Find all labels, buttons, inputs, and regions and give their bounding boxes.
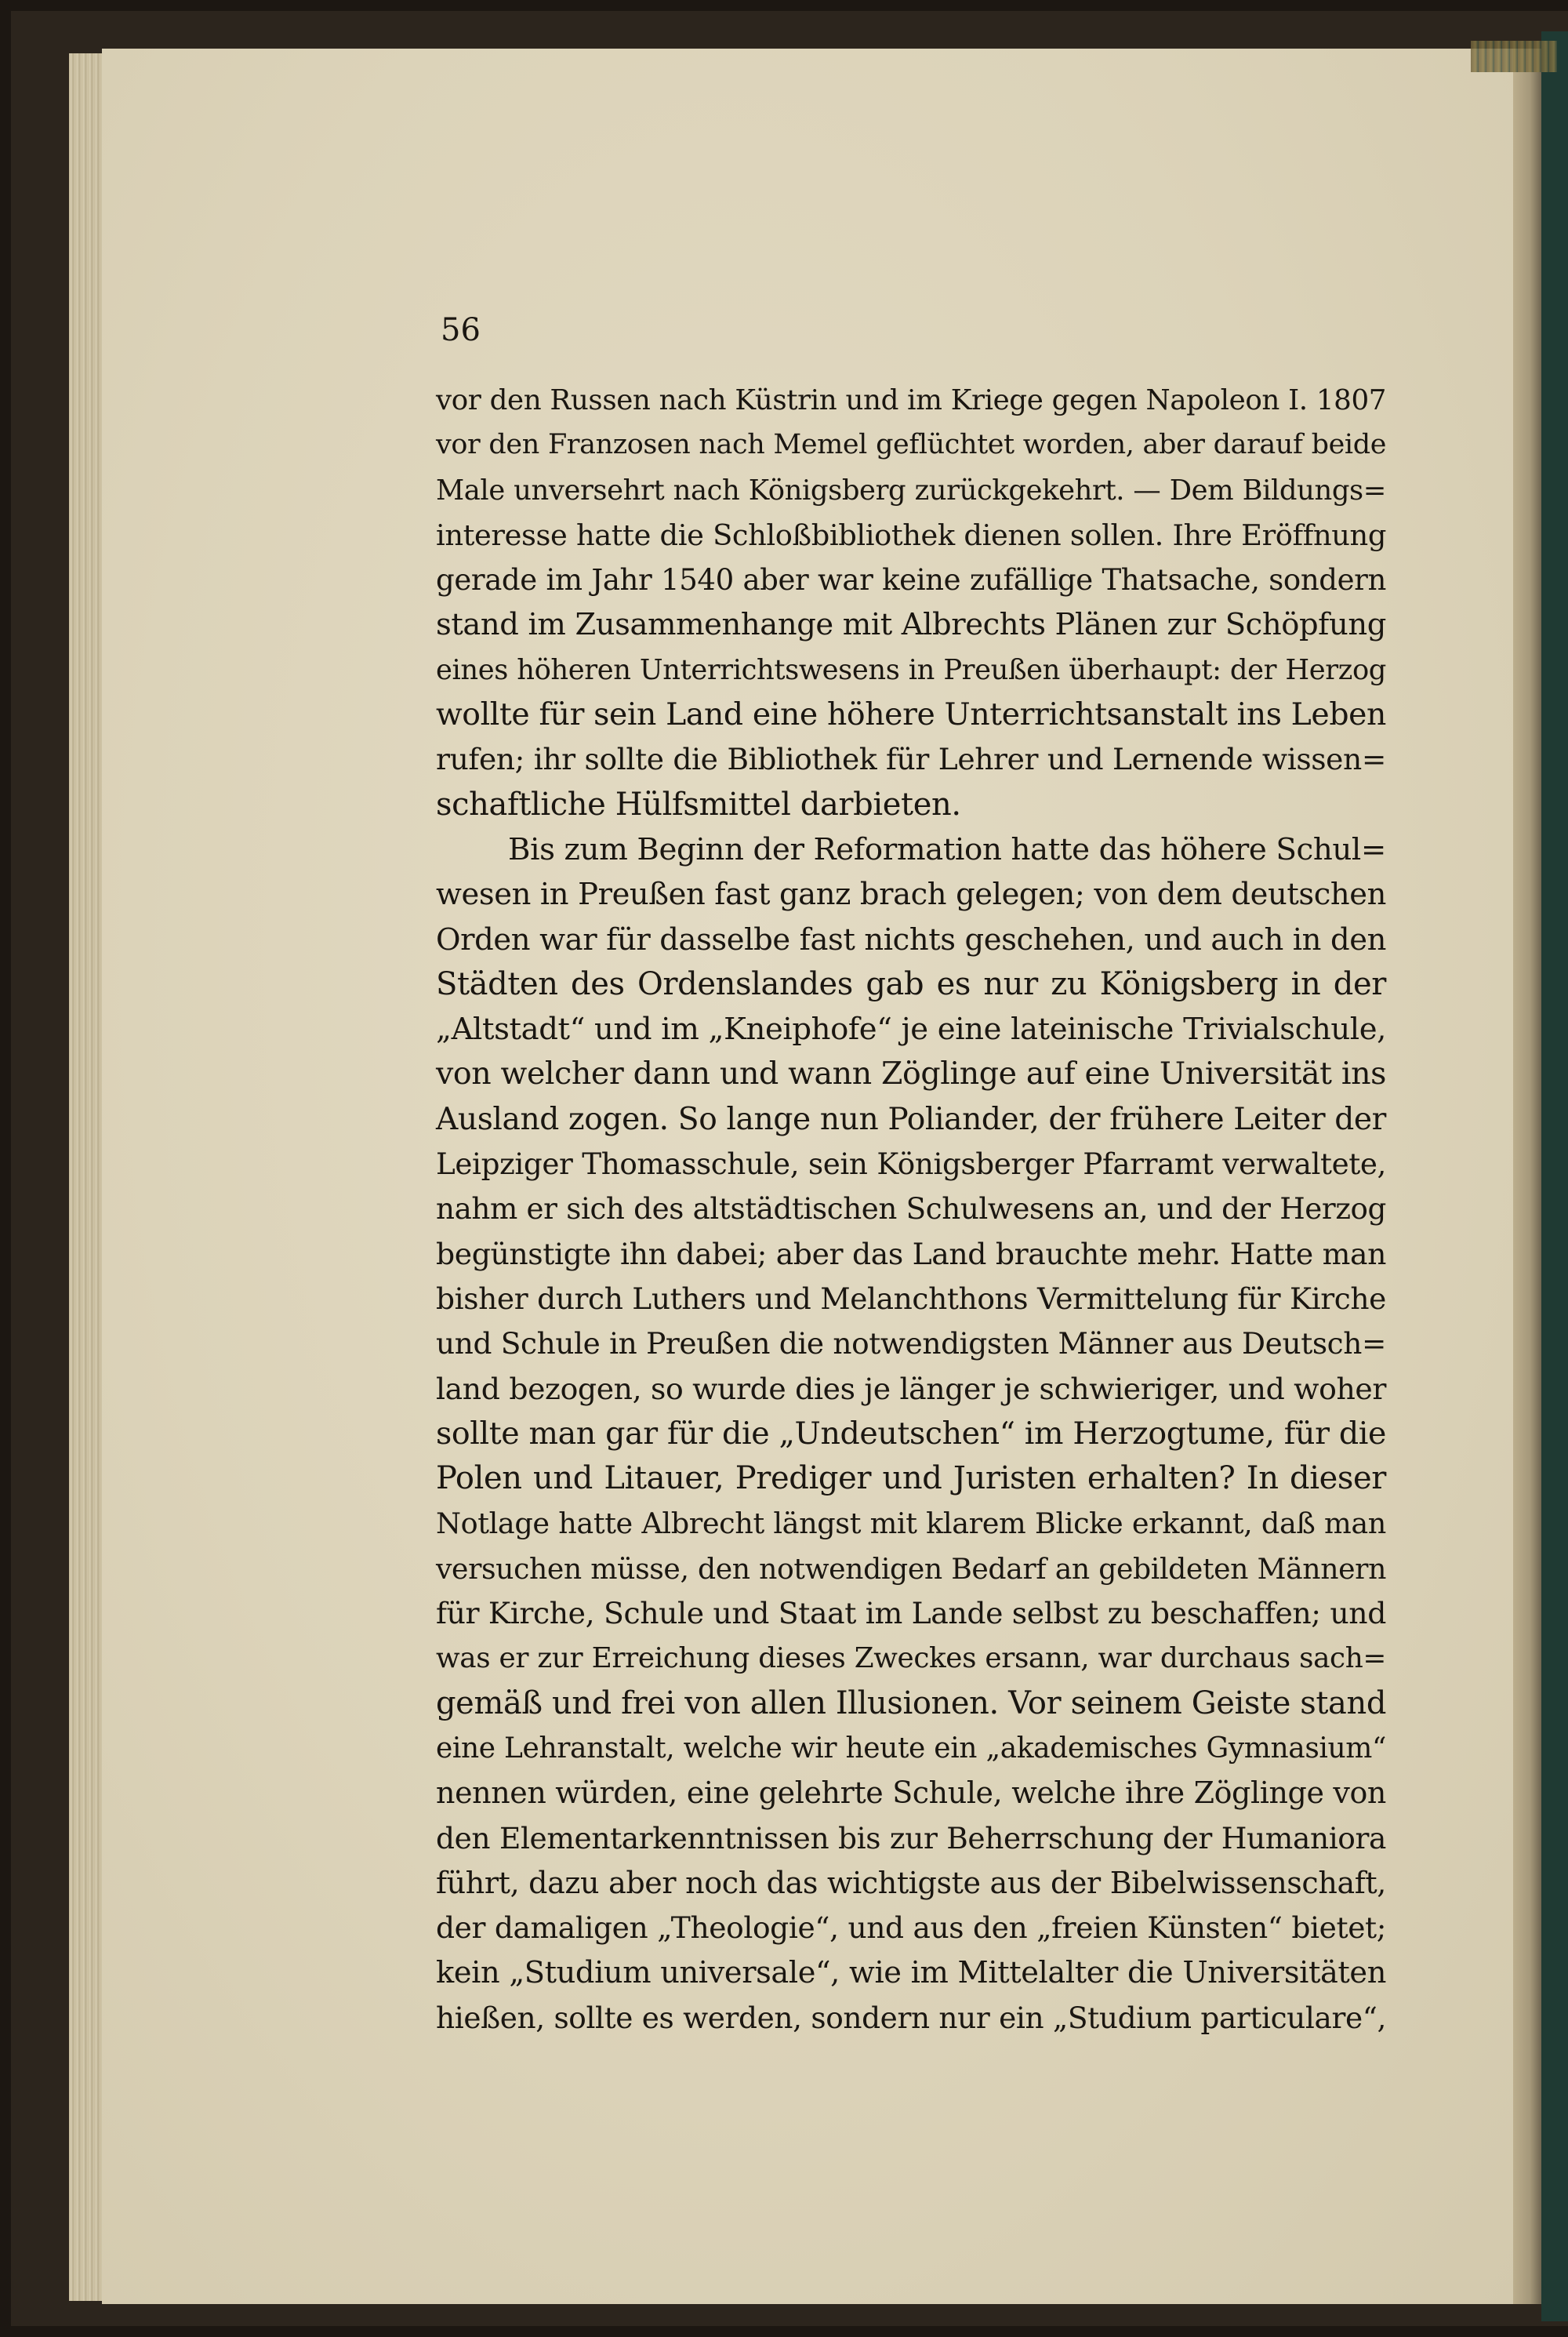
text-line: eines höheren Unterrichtswesens in Preußen überhaupt: der Herzog <box>436 653 1386 686</box>
text-line: von welcher dann und wann Zöglinge auf eine Universität ins <box>436 1056 1386 1092</box>
text-line: was er zur Erreichung dieses Zweckes ersann, war durchaus sach= <box>436 1642 1386 1675</box>
text-line: wesen in Preußen fast ganz brach gelegen; von dem deutschen <box>436 877 1386 913</box>
body-text <box>436 378 1386 2041</box>
text-line: gerade im Jahr 1540 aber war keine zufällige Thatsache, sondern <box>436 563 1386 598</box>
text-line: hießen, sollte es werden, sondern nur ein „Studium particulare“, <box>436 2000 1386 2035</box>
text-line: land bezogen, so wurde dies je länger je schwieriger, und woher <box>436 1371 1386 1406</box>
text-line: wollte für sein Land eine höhere Unterrichtsanstalt ins Leben <box>436 696 1386 733</box>
text-line: „Altstadt“ und im „Kneiphofe“ je eine lateinische Trivialschule, <box>436 1012 1386 1048</box>
text-line: vor den Russen nach Küstrin und im Kriege gegen Napoleon I. 1807 <box>436 384 1386 416</box>
page-gutter <box>1513 49 1541 2304</box>
text-line: Polen und Litauer, Prediger und Juristen erhalten? In dieser <box>436 1460 1386 1497</box>
text-line: Male unversehrt nach Königsberg zurückgekehrt. — Dem Bildungs= <box>436 474 1386 507</box>
text-line: stand im Zusammenhange mit Albrechts Plänen zur Schöpfung <box>436 607 1386 643</box>
text-line: führt, dazu aber noch das wichtigste aus der Bibelwissenschaft, <box>436 1865 1386 1900</box>
text-line: Notlage hatte Albrecht längst mit klarem Blicke erkannt, daß man <box>436 1507 1386 1541</box>
text-line: und Schule in Preußen die notwendigsten Männer aus Deutsch= <box>436 1326 1386 1361</box>
text-line: eine Lehranstalt, welche wir heute ein „akademisches Gymnasium“ <box>436 1732 1386 1765</box>
headband <box>1471 41 1557 72</box>
text-line: vor den Franzosen nach Memel geflüchtet worden, aber darauf beide <box>436 429 1386 461</box>
text-line: der damaligen „Theologie“, und aus den „freien Künsten“ bietet; <box>436 1910 1386 1946</box>
book-spine <box>1541 31 1568 2321</box>
text-line: nahm er sich des altstädtischen Schulwesens an, und der Herzog <box>436 1191 1386 1227</box>
text-line: bisher durch Luthers und Melanchthons Vermittelung für Kirche <box>436 1281 1386 1316</box>
text-line: den Elementarkenntnissen bis zur Beherrschung der Humaniora <box>436 1820 1386 1855</box>
page-number: 56 <box>441 312 481 348</box>
text-line: sollte man gar für die „Undeutschen“ im Herzogtume, für die <box>436 1415 1386 1452</box>
text-line: für Kirche, Schule und Staat im Lande selbst zu beschaffen; und <box>436 1596 1386 1631</box>
text-line: versuchen müsse, den notwendigen Bedarf an gebildeten Männern <box>436 1551 1386 1586</box>
text-line: Bis zum Beginn der Reformation hatte das höhere Schul= <box>508 831 1386 867</box>
text-line: schaftliche Hülfsmittel darbieten. <box>436 786 961 823</box>
text-line: interesse hatte die Schloßbibliothek dienen sollen. Ihre Eröffnung <box>436 518 1386 552</box>
text-line: nennen würden, eine gelehrte Schule, welche ihre Zöglinge von <box>436 1775 1386 1811</box>
text-line: kein „Studium universale“, wie im Mittelalter die Universitäten <box>436 1955 1386 1991</box>
text-line: Orden war für dasselbe fast nichts geschehen, und auch in den <box>436 921 1386 958</box>
text-line: gemäß und frei von allen Illusionen. Vor seinem Geiste stand <box>436 1685 1386 1721</box>
text-line: Städten des Ordenslandes gab es nur zu Königsberg in der <box>436 965 1386 1002</box>
text-line: Leipziger Thomasschule, sein Königsberger Pfarramt verwaltete, <box>436 1147 1386 1182</box>
text-line: begünstigte ihn dabei; aber das Land brauchte mehr. Hatte man <box>436 1236 1386 1271</box>
text-line: Ausland zogen. So lange nun Poliander, der frühere Leiter der <box>436 1101 1386 1137</box>
text-line: rufen; ihr sollte die Bibliothek für Lehrer und Lernende wissen= <box>436 742 1386 777</box>
